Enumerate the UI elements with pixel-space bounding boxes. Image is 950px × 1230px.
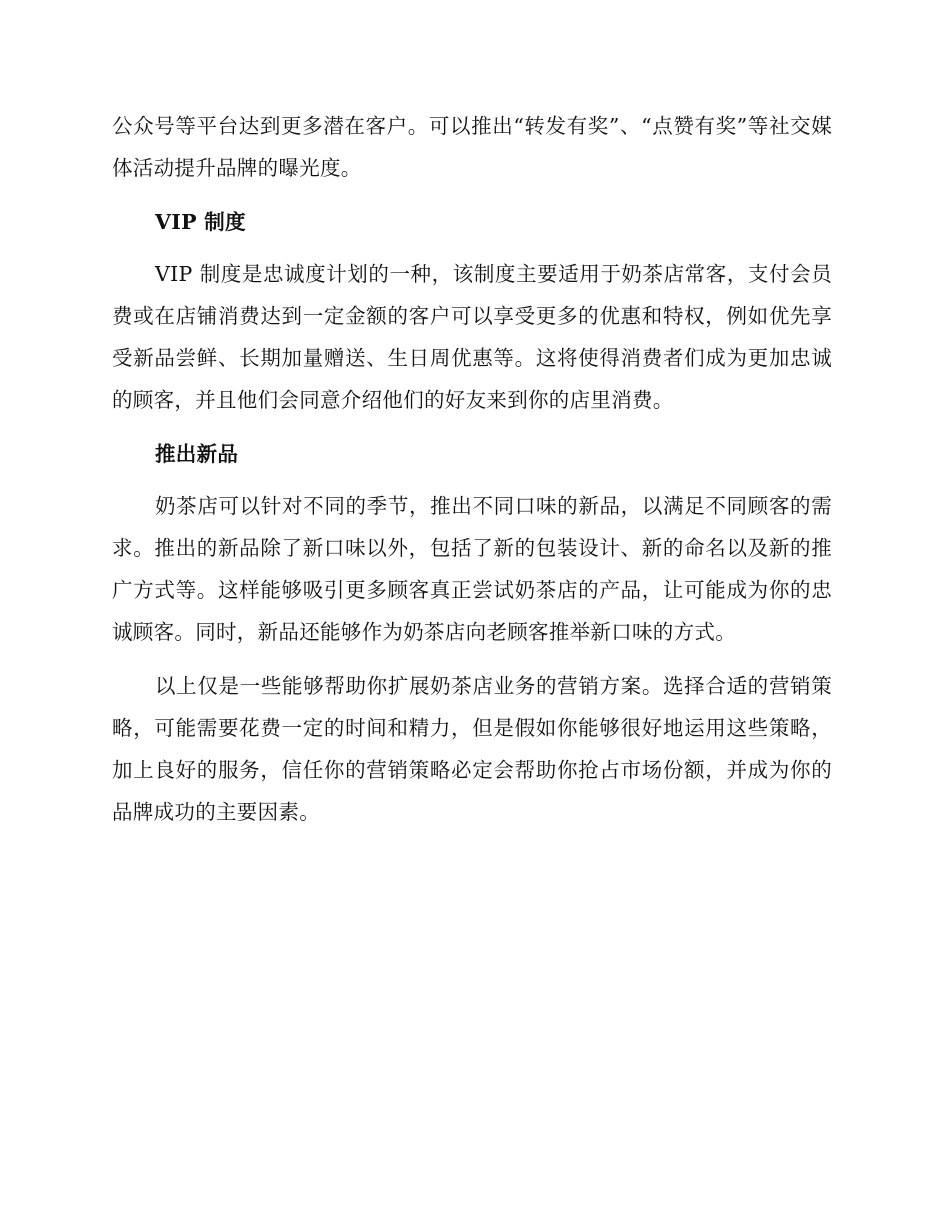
paragraph-gap xyxy=(112,653,832,665)
section-heading-new-products: 推出新品 xyxy=(155,442,239,466)
paragraph-vip: VIP 制度是忠诚度计划的一种，该制度主要适用于奶茶店常客，支付会员费或在店铺消费达到一定金额的客户可以享受更多的优惠和特权，例如优先享受新品尝鲜、长期加量赠送、生日周优惠等。这将使得消费者们成为更加忠诚的顾客，并且他们会同意介绍他们的好友来到你的店里消费。 xyxy=(112,262,832,412)
section-heading-vip: VIP 制度 xyxy=(155,210,246,234)
paragraph-new-products: 奶茶店可以针对不同的季节，推出不同口味的新品，以满足不同顾客的需求。推出的新品除了新口味以外，包括了新的包装设计、新的命名以及新的推广方式等。这样能够吸引更多顾客真正尝试奶茶店的产品，让可能成为你的忠诚顾客。同时，新品还能够作为奶茶店向老顾客推举新口味的方式。 xyxy=(112,494,832,644)
document-body xyxy=(112,105,832,833)
paragraph-conclusion: 以上仅是一些能够帮助你扩展奶茶店业务的营销方案。选择合适的营销策略，可能需要花费一定的时间和精力，但是假如你能够很好地运用这些策略，加上良好的服务，信任你的营销策略必定会帮助你抢占市场份额，并成为你的品牌成功的主要因素。 xyxy=(112,674,832,824)
paragraph-continuation: 公众号等平台达到更多潜在客户。可以推出“转发有奖”、“点赞有奖”等社交媒体活动提升品牌的曝光度。 xyxy=(112,114,832,180)
